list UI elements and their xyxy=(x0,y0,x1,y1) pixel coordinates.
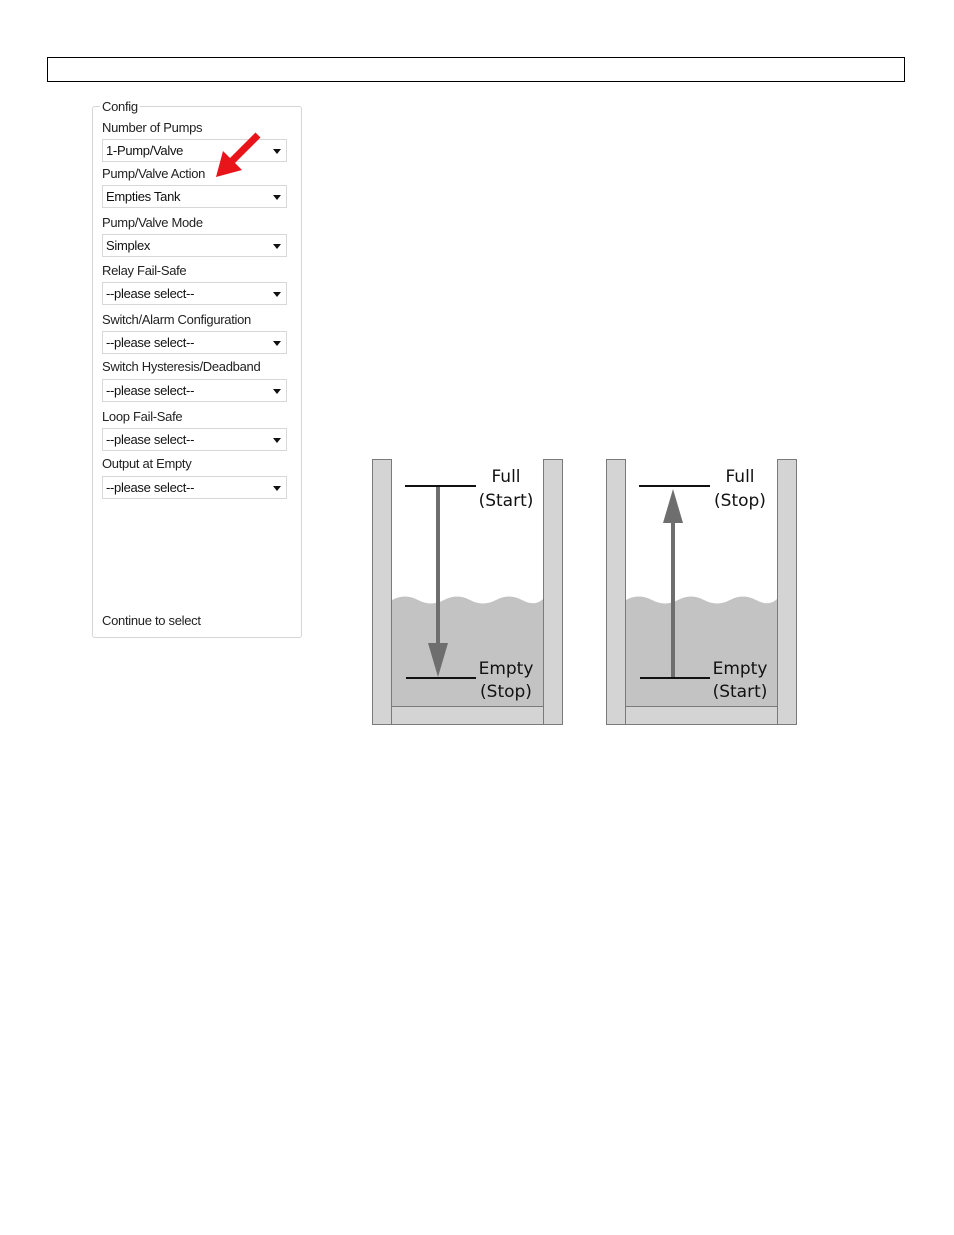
config-group-title: Config xyxy=(102,99,138,114)
switch-alarm-configuration-value: --please select-- xyxy=(106,335,195,350)
relay-fail-safe-label: Relay Fail-Safe xyxy=(102,263,187,278)
output-at-empty-label: Output at Empty xyxy=(102,456,192,471)
switch-hysteresis-value: --please select-- xyxy=(106,383,195,398)
chevron-down-icon xyxy=(273,292,281,297)
label-stop: (Stop) xyxy=(714,491,766,511)
label-empty: Empty xyxy=(712,659,768,679)
chevron-down-icon xyxy=(273,438,281,443)
pump-valve-action-select[interactable] xyxy=(102,185,287,208)
label-full: Full xyxy=(491,467,521,487)
switch-hysteresis-select[interactable] xyxy=(102,379,287,402)
red-pointer-arrow-icon xyxy=(212,130,264,182)
number-of-pumps-label: Number of Pumps xyxy=(102,120,203,135)
loop-fail-safe-label: Loop Fail-Safe xyxy=(102,409,183,424)
label-start: (Start) xyxy=(478,491,534,511)
label-empty: Empty xyxy=(478,659,534,679)
tank-diagram-empties xyxy=(372,459,564,726)
pump-valve-action-value: Empties Tank xyxy=(106,189,181,204)
label-stop: (Stop) xyxy=(480,682,532,702)
header-box xyxy=(47,57,905,82)
relay-fail-safe-value: --please select-- xyxy=(106,286,195,301)
pump-valve-action-label: Pump/Valve Action xyxy=(102,166,206,181)
tank-diagram-fills xyxy=(606,459,798,726)
pump-valve-mode-value: Simplex xyxy=(106,238,151,253)
chevron-down-icon xyxy=(273,486,281,491)
loop-fail-safe-value: --please select-- xyxy=(106,432,195,447)
continue-to-select-text: Continue to select xyxy=(102,613,201,628)
chevron-down-icon xyxy=(273,389,281,394)
relay-fail-safe-select[interactable] xyxy=(102,282,287,305)
output-at-empty-select[interactable] xyxy=(102,476,287,499)
label-full: Full xyxy=(725,467,755,487)
pump-valve-mode-select[interactable] xyxy=(102,234,287,257)
number-of-pumps-value: 1-Pump/Valve xyxy=(106,143,184,158)
switch-alarm-configuration-label: Switch/Alarm Configuration xyxy=(102,312,251,327)
switch-hysteresis-label: Switch Hysteresis/Deadband xyxy=(102,359,261,374)
chevron-down-icon xyxy=(273,341,281,346)
chevron-down-icon xyxy=(273,244,281,249)
chevron-down-icon xyxy=(273,195,281,200)
up-arrow-head-icon xyxy=(663,489,683,523)
chevron-down-icon xyxy=(273,149,281,154)
label-start: (Start) xyxy=(712,682,768,702)
output-at-empty-value: --please select-- xyxy=(106,480,195,495)
loop-fail-safe-select[interactable] xyxy=(102,428,287,451)
pump-valve-mode-label: Pump/Valve Mode xyxy=(102,215,203,230)
switch-alarm-configuration-select[interactable] xyxy=(102,331,287,354)
